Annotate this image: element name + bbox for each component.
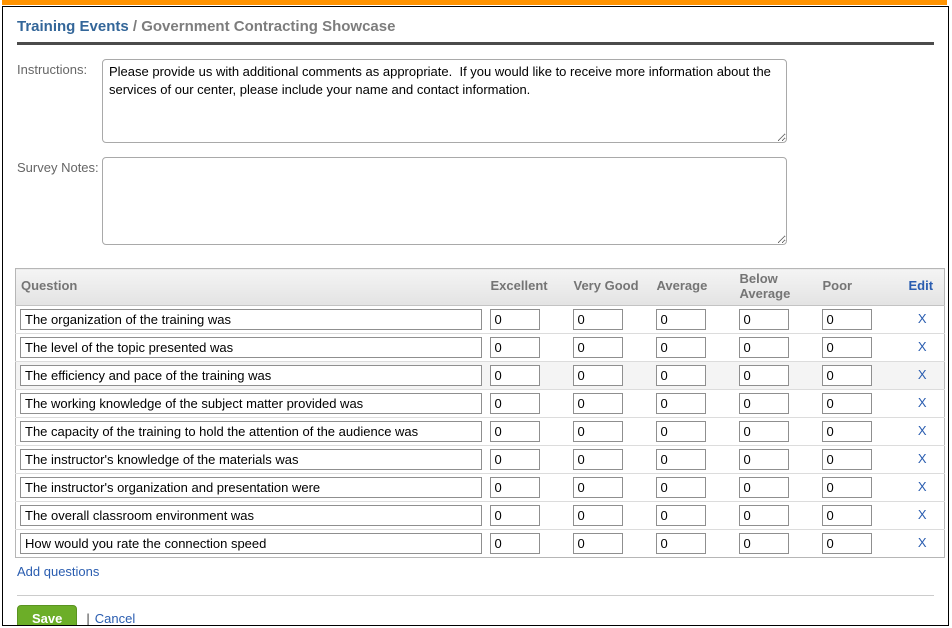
count-input-excellent[interactable] bbox=[490, 477, 540, 498]
count-input-very-good[interactable] bbox=[573, 533, 623, 554]
question-text-input[interactable] bbox=[20, 337, 482, 358]
count-input-very-good[interactable] bbox=[573, 449, 623, 470]
count-input-poor[interactable] bbox=[822, 449, 872, 470]
count-input-excellent[interactable] bbox=[490, 505, 540, 526]
add-questions-link[interactable]: Add questions bbox=[17, 563, 100, 579]
count-input-below-average[interactable] bbox=[739, 505, 789, 526]
questions-table bbox=[15, 268, 945, 558]
count-input-poor[interactable] bbox=[822, 505, 872, 526]
count-input-average[interactable] bbox=[656, 365, 706, 386]
delete-question-link[interactable]: X bbox=[917, 507, 927, 523]
table-row bbox=[16, 361, 945, 389]
count-input-below-average[interactable] bbox=[739, 393, 789, 414]
table-row bbox=[16, 473, 945, 501]
count-input-poor[interactable] bbox=[822, 533, 872, 554]
count-input-very-good[interactable] bbox=[573, 393, 623, 414]
count-input-excellent[interactable] bbox=[490, 309, 540, 330]
delete-question-link[interactable]: X bbox=[917, 339, 927, 355]
table-row bbox=[16, 529, 945, 557]
count-input-very-good[interactable] bbox=[573, 337, 623, 358]
action-separator: | bbox=[86, 610, 90, 626]
column-header-very-good: Very Good bbox=[569, 269, 652, 306]
question-text-input[interactable] bbox=[20, 505, 482, 526]
count-input-poor[interactable] bbox=[822, 477, 872, 498]
instructions-field-row bbox=[17, 59, 936, 143]
save-button[interactable]: Save bbox=[17, 605, 77, 626]
delete-question-link[interactable]: X bbox=[917, 423, 927, 439]
count-input-below-average[interactable] bbox=[739, 533, 789, 554]
count-input-very-good[interactable] bbox=[573, 421, 623, 442]
delete-question-link[interactable]: X bbox=[917, 395, 927, 411]
breadcrumb-section-link[interactable]: Training Events bbox=[17, 18, 129, 35]
breadcrumb bbox=[17, 18, 936, 35]
count-input-poor[interactable] bbox=[822, 309, 872, 330]
count-input-average[interactable] bbox=[656, 393, 706, 414]
question-text-input[interactable] bbox=[20, 421, 482, 442]
column-header-below-average: Below Average bbox=[735, 269, 818, 306]
table-header-row bbox=[16, 269, 945, 306]
count-input-poor[interactable] bbox=[822, 421, 872, 442]
breadcrumb-separator: / bbox=[128, 18, 142, 35]
count-input-excellent[interactable] bbox=[490, 337, 540, 358]
delete-question-link[interactable]: X bbox=[917, 451, 927, 467]
delete-question-link[interactable]: X bbox=[917, 535, 927, 551]
cancel-link[interactable]: Cancel bbox=[94, 610, 136, 626]
page-title: Government Contracting Showcase bbox=[141, 18, 396, 35]
table-row bbox=[16, 389, 945, 417]
question-text-input[interactable] bbox=[20, 393, 482, 414]
count-input-below-average[interactable] bbox=[739, 337, 789, 358]
count-input-below-average[interactable] bbox=[739, 421, 789, 442]
count-input-below-average[interactable] bbox=[739, 309, 789, 330]
count-input-poor[interactable] bbox=[822, 393, 872, 414]
question-text-input[interactable] bbox=[20, 449, 482, 470]
footer-divider bbox=[17, 595, 934, 596]
column-header-average: Average bbox=[652, 269, 735, 306]
delete-question-link[interactable]: X bbox=[917, 311, 927, 327]
count-input-average[interactable] bbox=[656, 449, 706, 470]
accent-top-bar bbox=[2, 0, 947, 5]
column-header-edit: Edit bbox=[901, 269, 945, 306]
question-text-input[interactable] bbox=[20, 477, 482, 498]
count-input-average[interactable] bbox=[656, 477, 706, 498]
count-input-average[interactable] bbox=[656, 505, 706, 526]
count-input-below-average[interactable] bbox=[739, 365, 789, 386]
count-input-very-good[interactable] bbox=[573, 309, 623, 330]
count-input-excellent[interactable] bbox=[490, 421, 540, 442]
count-input-poor[interactable] bbox=[822, 365, 872, 386]
count-input-poor[interactable] bbox=[822, 337, 872, 358]
page-frame bbox=[2, 6, 949, 626]
question-text-input[interactable] bbox=[20, 365, 482, 386]
count-input-below-average[interactable] bbox=[739, 449, 789, 470]
column-header-question: Question bbox=[16, 269, 486, 306]
table-row bbox=[16, 333, 945, 361]
table-row bbox=[16, 417, 945, 445]
delete-question-link[interactable]: X bbox=[917, 367, 927, 383]
count-input-very-good[interactable] bbox=[573, 477, 623, 498]
action-bar bbox=[17, 605, 936, 626]
count-input-average[interactable] bbox=[656, 337, 706, 358]
count-input-very-good[interactable] bbox=[573, 365, 623, 386]
column-header-excellent: Excellent bbox=[486, 269, 569, 306]
count-input-excellent[interactable] bbox=[490, 533, 540, 554]
instructions-textarea[interactable] bbox=[102, 59, 787, 143]
survey-notes-field-row bbox=[17, 157, 936, 245]
table-row bbox=[16, 501, 945, 529]
table-row bbox=[16, 305, 945, 333]
question-text-input[interactable] bbox=[20, 309, 482, 330]
count-input-very-good[interactable] bbox=[573, 505, 623, 526]
count-input-excellent[interactable] bbox=[490, 393, 540, 414]
count-input-below-average[interactable] bbox=[739, 477, 789, 498]
instructions-label: Instructions: bbox=[17, 62, 88, 77]
column-header-poor: Poor bbox=[818, 269, 901, 306]
count-input-excellent[interactable] bbox=[490, 365, 540, 386]
count-input-excellent[interactable] bbox=[490, 449, 540, 470]
question-text-input[interactable] bbox=[20, 533, 482, 554]
survey-notes-textarea[interactable] bbox=[102, 157, 787, 245]
survey-notes-label: Survey Notes: bbox=[17, 160, 99, 175]
title-divider bbox=[17, 42, 934, 45]
delete-question-link[interactable]: X bbox=[917, 479, 927, 495]
count-input-average[interactable] bbox=[656, 421, 706, 442]
table-row bbox=[16, 445, 945, 473]
count-input-average[interactable] bbox=[656, 309, 706, 330]
question-table-body bbox=[16, 305, 945, 557]
count-input-average[interactable] bbox=[656, 533, 706, 554]
